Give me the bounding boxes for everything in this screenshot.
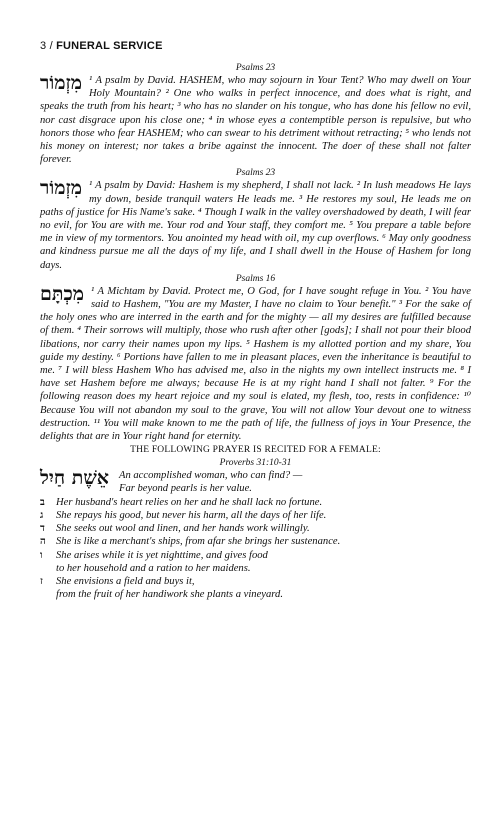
- opening-line: An accomplished woman, who can find? —: [118, 470, 303, 482]
- hebrew-heading: מִזְמוֹר: [40, 177, 83, 200]
- verse-text: She envisions a field and buys it,: [56, 575, 195, 587]
- verse-line: [40, 522, 471, 535]
- hebrew-letter-marker: ז: [40, 575, 43, 587]
- psalm-16: [40, 273, 471, 443]
- psalm-15: [40, 62, 471, 166]
- opening-line: Far beyond pearls is her value.: [118, 483, 252, 495]
- verse-line: [40, 535, 471, 548]
- section-title: FUNERAL SERVICE: [56, 40, 163, 52]
- psalm-caption: Psalms 16: [235, 273, 276, 284]
- verse-line: [40, 575, 471, 588]
- psalm-body: ¹ A psalm by David. HASHEM, who may sojourn in Your Tent? Who may dwell on Your Holy Mountain? ² One who walks in perfect innocence, and does what is right, and speaks the truth from his heart; ³ who has no slander on his tongue, who has done his fellow no evil, nor cast disgrace upon his close one; ⁴ in whose eyes a contemptible person is repulsive, but who honors those who fear HASHEM; who can swear to his detriment without retracting; ⁵ who lends not his money on interest; nor takes a bribe against the innocent. The doer of these shall not falter forever.: [40, 75, 471, 166]
- verse-line: [40, 496, 471, 509]
- hebrew-letter-marker: ו: [40, 549, 43, 561]
- verse-line: [40, 549, 471, 562]
- hebrew-heading: מִכְתָּם: [40, 282, 84, 305]
- psalm-text: [40, 179, 471, 271]
- psalm-body: ¹ A psalm by David: Hashem is my shepherd, I shall not lack. ² In lush meadows He lays my down, beside tranquil waters He leads me. ³ He restores my soul, He leads me on paths of justice for His Name's sake. ⁴ Though I walk in the valley overshadowed by death, I will fear no evil, for You are with me. Your rod and Your staff, they comfort me. ⁵ You prepare a table before me in view of my tormentors. You anointed my head with oil, my cup overflows. ⁶ May only goodness and kindness pursue me all the days of my life, and I shall dwell in the House of Hashem for long days.: [40, 180, 471, 271]
- verse-text: She seeks out wool and linen, and her hands work willingly.: [56, 523, 310, 535]
- verse-text: from the fruit of her handiwork she plants a vineyard.: [56, 589, 283, 601]
- verse-line: [40, 588, 471, 601]
- verse-line: [40, 562, 471, 575]
- psalm-text: [40, 282, 471, 443]
- psalm-body: ¹ A Michtam by David. Protect me, O God, for I have sought refuge in You. ² You have said to Hashem, "You are my Master, I have no claim to Your benefit." ³ For the sake of the holy ones who are interred in the earth and for the mighty — all my desires are fulfilled because of them. ⁴ Their sorrows will multiply, those who rush after other [gods]; I shall not pour their blood libations, nor carry their names upon my lips. ⁵ Hashem is my allotted portion and my share, You guide my destiny. ⁶ Portions have fallen to me in pleasant places, even the inheritance is beautiful to me. ⁷ I will bless Hashem Who has advised me, also in the nights my own intellect instructs me. ⁸ I have set Hashem before me always; because He is at my right hand I shall not falter. ⁹ For the following reason does my heart rejoice and my soul is elated, my flesh, too, rests in confidence: ¹⁰ Because You will not abandon my soul to the grave, You will not allow Your devout one to witness destruction. ¹¹ You will make known to me the path of life, the fullness of joys in Your Presence, the delights that are in Your right hand for eternity.: [40, 285, 471, 443]
- hebrew-letter-marker: ב: [40, 496, 45, 508]
- hebrew-heading: אֵשֶׁת חַיִל: [40, 467, 109, 490]
- page-number: 3 /: [40, 40, 53, 52]
- page-header: [40, 40, 471, 52]
- psalm-caption: Psalms 23: [235, 168, 276, 179]
- hebrew-letter-marker: ד: [40, 523, 45, 535]
- hebrew-letter-marker: ג: [40, 509, 44, 521]
- verse-line: [40, 509, 471, 522]
- verse-text: She is like a merchant's ships, from afar she brings her sustenance.: [56, 536, 341, 548]
- hebrew-heading: מִזְמוֹר: [40, 72, 83, 94]
- hebrew-letter-marker: [40, 562, 56, 575]
- verse-text: Her husband's heart relies on her and he shall lack no fortune.: [56, 496, 323, 508]
- verse-text: She repays his good, but never his harm, all the days of her life.: [56, 509, 327, 521]
- recital-instruction: THE FOLLOWING PRAYER IS RECITED FOR A FEMALE:: [130, 445, 381, 456]
- psalm-23: [40, 167, 471, 271]
- proverbs-caption: Proverbs 31:10-31: [219, 458, 292, 469]
- verse-text: She arises while it is yet nighttime, and gives food: [56, 549, 268, 561]
- proverbs-verses: [40, 496, 471, 602]
- psalm-caption: Psalms 23: [235, 63, 276, 73]
- page: [40, 40, 471, 601]
- verse-text: to her household and a ration to her maidens.: [56, 562, 251, 574]
- hebrew-letter-marker: [40, 588, 56, 601]
- psalm-text: [40, 74, 471, 166]
- hebrew-letter-marker: ה: [40, 536, 46, 548]
- proverbs-section: [40, 444, 471, 601]
- proverbs-opening: [40, 469, 471, 495]
